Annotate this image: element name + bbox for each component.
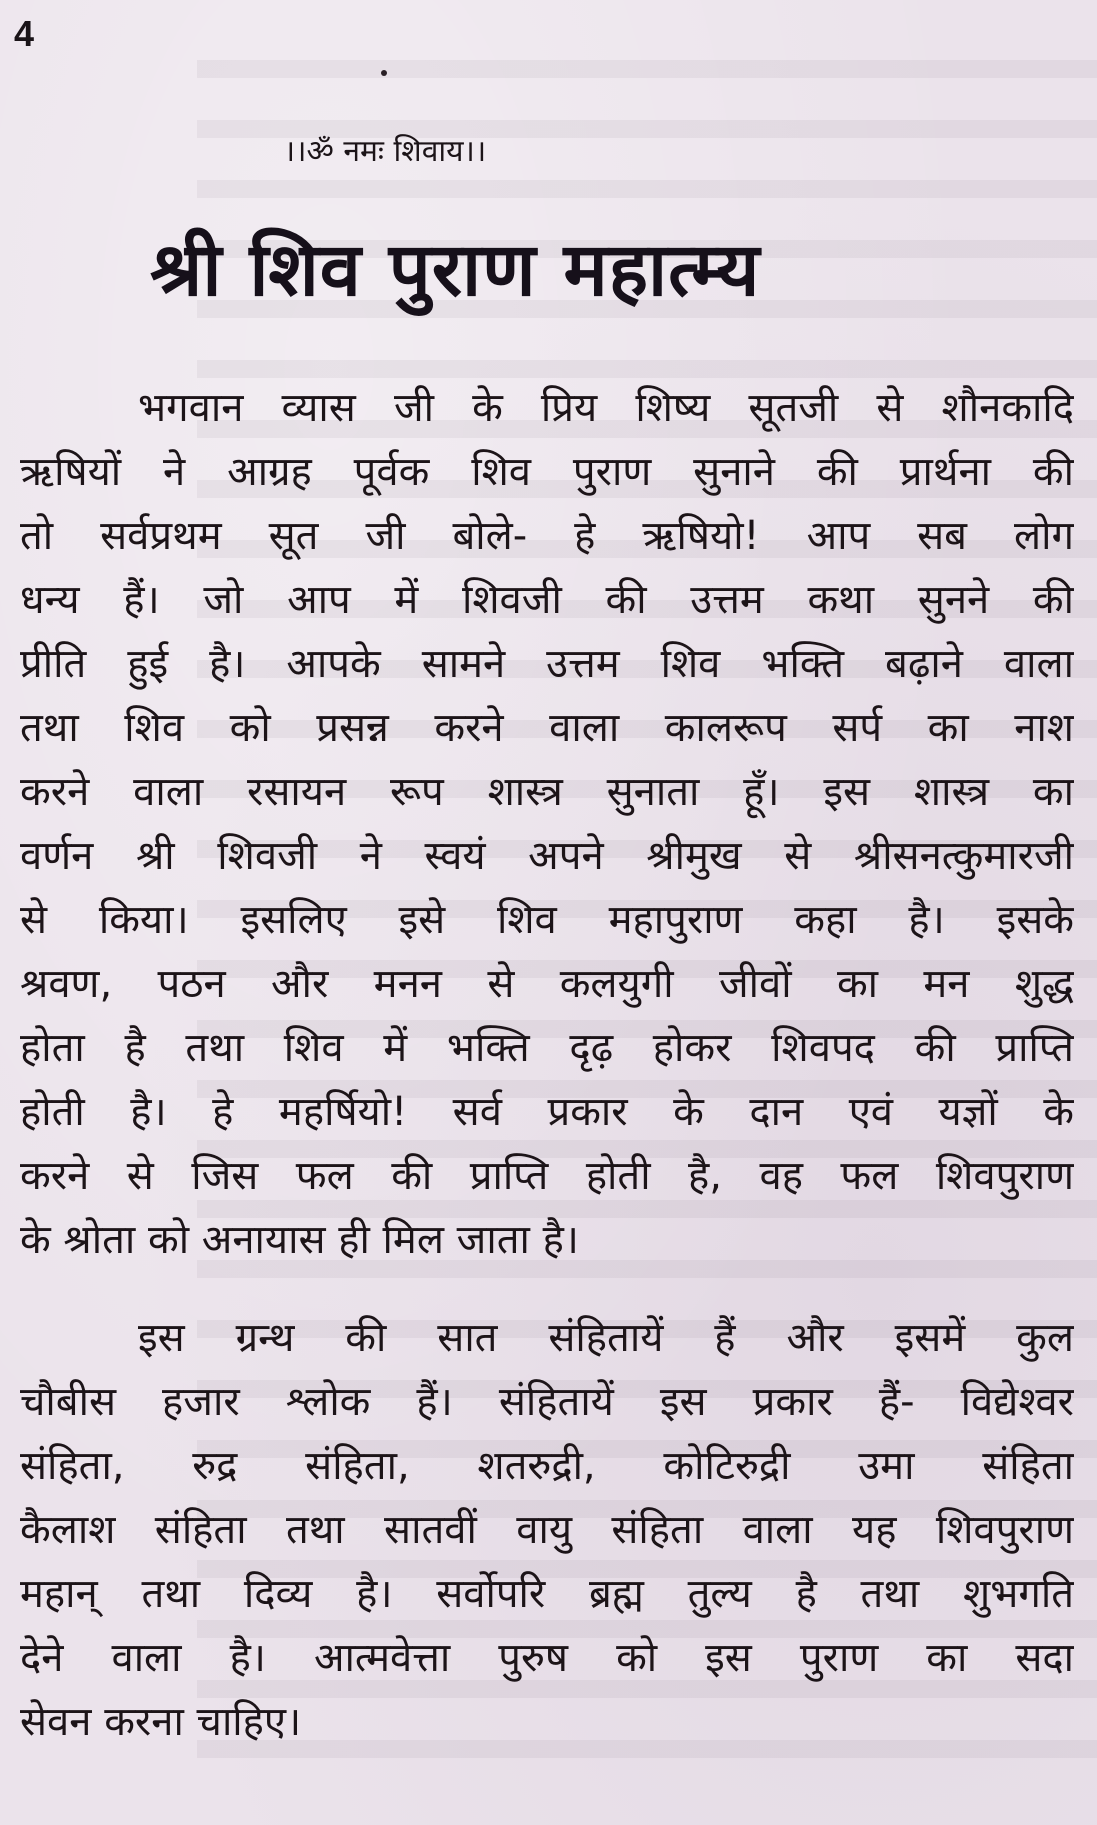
paragraph-2-line: सेवन करना चाहिए।	[20, 1699, 302, 1745]
paragraph-1-line: श्रवण, पठन और मनन से कलयुगी जीवों का मन शुद्ध	[20, 961, 1074, 1007]
invocation-line: ।।ॐ नमः शिवाय।।	[283, 134, 487, 169]
paragraph-1-line: वर्णन श्री शिवजी ने स्वयं अपने श्रीमुख से श्रीसनत्कुमारजी	[20, 833, 1074, 879]
paragraph-1-line: करने वाला रसायन रूप शास्त्र सुनाता हूँ। इस शास्त्र का	[20, 769, 1074, 815]
paragraph-2-line: कैलाश संहिता तथा सातवीं वायु संहिता वाला यह शिवपुराण	[20, 1507, 1074, 1553]
paragraph-1-line: ऋषियों ने आग्रह पूर्वक शिव पुराण सुनाने की प्रार्थना की	[20, 449, 1074, 495]
ink-dot	[381, 70, 387, 76]
paragraph-2-line: महान् तथा दिव्य है। सर्वोपरि ब्रह्म तुल्य है तथा शुभगति	[20, 1571, 1074, 1617]
paragraph-2-line: संहिता, रुद्र संहिता, शतरुद्री, कोटिरुद्री उमा संहिता	[20, 1443, 1074, 1489]
page-number: 4	[14, 13, 35, 54]
paragraph-1-line: होती है। हे महर्षियो! सर्व प्रकार के दान एवं यज्ञों के	[20, 1089, 1074, 1135]
paragraph-1-line: करने से जिस फल की प्राप्ति होती है, वह फल शिवपुराण	[20, 1153, 1074, 1199]
paragraph-1-line: तथा शिव को प्रसन्न करने वाला कालरूप सर्प का नाश	[20, 705, 1074, 751]
paragraph-2-line: देने वाला है। आत्मवेत्ता पुरुष को इस पुराण का सदा	[20, 1635, 1074, 1681]
paragraph-gap	[20, 1272, 1074, 1306]
paragraph-1-line: होता है तथा शिव में भक्ति दृढ़ होकर शिवपद की प्राप्ति	[20, 1025, 1074, 1071]
paragraph-1-line: से किया। इसलिए इसे शिव महापुराण कहा है। इसके	[20, 897, 1074, 943]
paragraph-1-line: भगवान व्यास जी के प्रिय शिष्य सूतजी से शौनकादि	[138, 385, 1074, 431]
paragraph-1-line: धन्य हैं। जो आप में शिवजी की उत्तम कथा सुनने की	[20, 577, 1074, 623]
paragraph-2-line: इस ग्रन्थ की सात संहितायें हैं और इसमें कुल	[138, 1315, 1074, 1361]
page-title: श्री शिव पुराण महात्म्य	[150, 227, 761, 313]
paragraph-2-line: चौबीस हजार श्लोक हैं। संहितायें इस प्रकार हैं- विद्येश्वर	[20, 1379, 1074, 1425]
paragraph-1-line: के श्रोता को अनायास ही मिल जाता है।	[20, 1217, 579, 1263]
paragraph-1-line: तो सर्वप्रथम सूत जी बोले- हे ऋषियो! आप सब लोग	[20, 513, 1074, 559]
paragraph-1-line: प्रीति हुई है। आपके सामने उत्तम शिव भक्ति बढ़ाने वाला	[20, 641, 1074, 687]
body-text	[20, 376, 1074, 1754]
